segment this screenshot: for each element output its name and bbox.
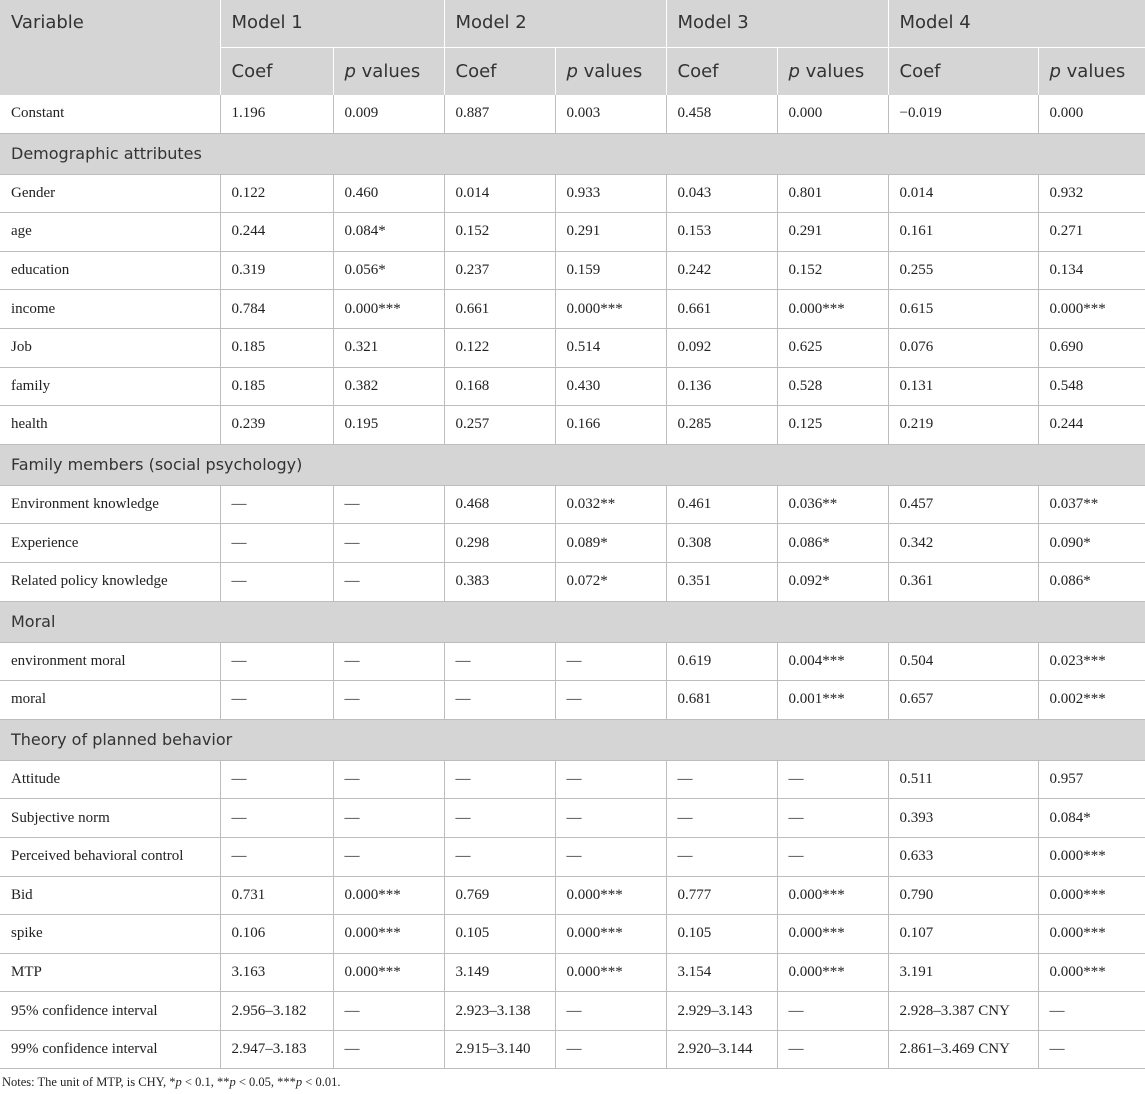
row-label: 95% confidence interval [0, 992, 220, 1031]
coef-cell: 0.168 [444, 367, 555, 406]
coef-cell: 0.122 [220, 174, 333, 213]
section-label: Moral [0, 601, 1145, 642]
coef-cell: 0.131 [888, 367, 1038, 406]
coef-cell: 0.458 [666, 95, 777, 133]
row-label: Gender [0, 174, 220, 213]
p-value-cell: 0.032** [555, 485, 666, 524]
p-value-cell: 0.000*** [777, 953, 888, 992]
table-row [0, 406, 1145, 445]
header-pvalues: p values [333, 47, 444, 95]
coef-cell: 0.784 [220, 290, 333, 329]
coef-cell: 0.615 [888, 290, 1038, 329]
coef-cell: — [444, 642, 555, 681]
header-model-3: Model 3 [666, 0, 888, 47]
p-value-cell: 0.000*** [1038, 290, 1145, 329]
table-row [0, 915, 1145, 954]
p-value-cell: 0.000*** [777, 915, 888, 954]
p-value-cell: 0.089* [555, 524, 666, 563]
p-value-cell: 0.036** [777, 485, 888, 524]
p-value-cell: 0.430 [555, 367, 666, 406]
table-row [0, 681, 1145, 720]
coef-cell: 0.136 [666, 367, 777, 406]
p-value-cell: 0.000 [1038, 95, 1145, 133]
row-label: Environment knowledge [0, 485, 220, 524]
p-value-cell: 0.514 [555, 328, 666, 367]
table-row [0, 95, 1145, 133]
p-value-cell: 0.548 [1038, 367, 1145, 406]
row-label: income [0, 290, 220, 329]
p-value-cell: — [777, 1030, 888, 1069]
row-label: education [0, 251, 220, 290]
header-variable: Variable [0, 0, 220, 47]
coef-cell: 0.731 [220, 876, 333, 915]
row-label: Bid [0, 876, 220, 915]
p-value-cell: 0.625 [777, 328, 888, 367]
p-value-cell: — [555, 799, 666, 838]
row-label: MTP [0, 953, 220, 992]
row-label: Attitude [0, 760, 220, 799]
coef-cell: 0.237 [444, 251, 555, 290]
coef-cell: 0.255 [888, 251, 1038, 290]
coef-cell: 3.149 [444, 953, 555, 992]
coef-cell: 0.790 [888, 876, 1038, 915]
coef-cell: 0.319 [220, 251, 333, 290]
coef-cell: 0.161 [888, 213, 1038, 252]
p-value-cell: — [333, 485, 444, 524]
section-label: Theory of planned behavior [0, 719, 1145, 760]
coef-cell: 0.122 [444, 328, 555, 367]
row-label: Experience [0, 524, 220, 563]
p-value-cell: 0.801 [777, 174, 888, 213]
row-label: Constant [0, 95, 220, 133]
p-value-cell: 0.382 [333, 367, 444, 406]
p-value-cell: 0.933 [555, 174, 666, 213]
table-row [0, 290, 1145, 329]
p-value-cell: — [333, 837, 444, 876]
p-value-cell: 0.000*** [1038, 915, 1145, 954]
coef-cell: — [666, 799, 777, 838]
section-row [0, 719, 1145, 760]
row-label: 99% confidence interval [0, 1030, 220, 1069]
p-value-cell: 0.159 [555, 251, 666, 290]
header-model-4: Model 4 [888, 0, 1145, 47]
row-label: moral [0, 681, 220, 720]
p-value-cell: 0.321 [333, 328, 444, 367]
p-value-cell: 0.244 [1038, 406, 1145, 445]
p-value-cell: 0.000*** [333, 915, 444, 954]
coef-cell: 0.681 [666, 681, 777, 720]
section-row [0, 444, 1145, 485]
coef-cell: — [220, 562, 333, 601]
table-row [0, 524, 1145, 563]
coef-cell: 0.076 [888, 328, 1038, 367]
p-value-cell: 0.003 [555, 95, 666, 133]
coef-cell: 0.185 [220, 367, 333, 406]
coef-cell: — [444, 760, 555, 799]
p-value-cell: 0.000*** [333, 290, 444, 329]
table-row [0, 799, 1145, 838]
coef-cell: 2.861–3.469 CNY [888, 1030, 1038, 1069]
coef-cell: 0.393 [888, 799, 1038, 838]
coef-cell: 0.769 [444, 876, 555, 915]
p-value-cell: — [333, 799, 444, 838]
coef-cell: 0.633 [888, 837, 1038, 876]
coef-cell: 0.657 [888, 681, 1038, 720]
coef-cell: 0.777 [666, 876, 777, 915]
coef-cell: 0.014 [888, 174, 1038, 213]
coef-cell: 0.457 [888, 485, 1038, 524]
header-pvalues: p values [555, 47, 666, 95]
p-value-cell: 0.152 [777, 251, 888, 290]
coef-cell: −0.019 [888, 95, 1038, 133]
p-value-cell: — [555, 1030, 666, 1069]
row-label: environment moral [0, 642, 220, 681]
coef-cell: 0.887 [444, 95, 555, 133]
coef-cell: 1.196 [220, 95, 333, 133]
coef-cell: — [220, 485, 333, 524]
coef-cell: — [220, 837, 333, 876]
section-row [0, 601, 1145, 642]
header-coef: Coef [444, 47, 555, 95]
coef-cell: 0.105 [666, 915, 777, 954]
p-value-cell: 0.166 [555, 406, 666, 445]
p-value-cell: 0.125 [777, 406, 888, 445]
coef-cell: 0.383 [444, 562, 555, 601]
p-value-cell: 0.084* [333, 213, 444, 252]
coef-cell: 0.014 [444, 174, 555, 213]
p-value-cell: — [777, 760, 888, 799]
coef-cell: 0.619 [666, 642, 777, 681]
p-value-cell: 0.090* [1038, 524, 1145, 563]
table-row [0, 562, 1145, 601]
coef-cell: 2.920–3.144 [666, 1030, 777, 1069]
p-value-cell: 0.000*** [777, 290, 888, 329]
header-pvalues: p values [1038, 47, 1145, 95]
table-row [0, 328, 1145, 367]
table-row [0, 760, 1145, 799]
p-value-cell: 0.084* [1038, 799, 1145, 838]
table-header [0, 0, 1145, 95]
p-value-cell: 0.000*** [1038, 953, 1145, 992]
coef-cell: 3.154 [666, 953, 777, 992]
coef-cell: 3.163 [220, 953, 333, 992]
p-value-cell: 0.056* [333, 251, 444, 290]
coef-cell: 2.929–3.143 [666, 992, 777, 1031]
coef-cell: — [666, 837, 777, 876]
p-value-cell: 0.000*** [1038, 876, 1145, 915]
coef-cell: 2.956–3.182 [220, 992, 333, 1031]
coef-cell: 0.351 [666, 562, 777, 601]
p-value-cell: 0.000 [777, 95, 888, 133]
table-row [0, 837, 1145, 876]
p-value-cell: — [333, 760, 444, 799]
coef-cell: 0.107 [888, 915, 1038, 954]
header-pvalues: p values [777, 47, 888, 95]
p-value-cell: — [777, 837, 888, 876]
p-value-cell: 0.002*** [1038, 681, 1145, 720]
p-value-cell: 0.000*** [333, 876, 444, 915]
row-label: Subjective norm [0, 799, 220, 838]
coef-cell: 0.257 [444, 406, 555, 445]
coef-cell: 0.661 [444, 290, 555, 329]
section-label: Family members (social psychology) [0, 444, 1145, 485]
coef-cell: — [666, 760, 777, 799]
p-value-cell: 0.086* [1038, 562, 1145, 601]
coef-cell: 2.923–3.138 [444, 992, 555, 1031]
p-value-cell: 0.004*** [777, 642, 888, 681]
p-value-cell: 0.001*** [777, 681, 888, 720]
row-label: age [0, 213, 220, 252]
coef-cell: 2.947–3.183 [220, 1030, 333, 1069]
table-row [0, 213, 1145, 252]
p-value-cell: 0.009 [333, 95, 444, 133]
header-coef: Coef [220, 47, 333, 95]
coef-cell: — [220, 642, 333, 681]
header-model-2: Model 2 [444, 0, 666, 47]
coef-cell: 0.361 [888, 562, 1038, 601]
p-value-cell: 0.000*** [555, 915, 666, 954]
coef-cell: 2.915–3.140 [444, 1030, 555, 1069]
p-value-cell: 0.000*** [555, 876, 666, 915]
p-value-cell: 0.932 [1038, 174, 1145, 213]
coef-cell: 0.043 [666, 174, 777, 213]
p-value-cell: 0.134 [1038, 251, 1145, 290]
p-value-cell: 0.086* [777, 524, 888, 563]
table-row [0, 367, 1145, 406]
coef-cell: 0.285 [666, 406, 777, 445]
p-value-cell: — [333, 681, 444, 720]
coef-cell: 2.928–3.387 CNY [888, 992, 1038, 1031]
coef-cell: 0.153 [666, 213, 777, 252]
p-value-cell: 0.000*** [555, 953, 666, 992]
coef-cell: 0.152 [444, 213, 555, 252]
coef-cell: — [220, 524, 333, 563]
table-body [0, 95, 1145, 1069]
row-label: Job [0, 328, 220, 367]
coef-cell: — [220, 760, 333, 799]
coef-cell: 3.191 [888, 953, 1038, 992]
coef-cell: — [444, 837, 555, 876]
section-label: Demographic attributes [0, 133, 1145, 174]
row-label: Related policy knowledge [0, 562, 220, 601]
coef-cell: 0.342 [888, 524, 1038, 563]
header-blank [0, 47, 220, 95]
table-row [0, 251, 1145, 290]
p-value-cell: 0.195 [333, 406, 444, 445]
row-label: family [0, 367, 220, 406]
p-value-cell: 0.092* [777, 562, 888, 601]
coef-cell: 0.242 [666, 251, 777, 290]
coef-cell: 0.298 [444, 524, 555, 563]
header-coef: Coef [666, 47, 777, 95]
coef-cell: 0.511 [888, 760, 1038, 799]
p-value-cell: 0.000*** [777, 876, 888, 915]
coef-cell: 0.308 [666, 524, 777, 563]
coef-cell: — [444, 681, 555, 720]
table-row [0, 174, 1145, 213]
coef-cell: 0.185 [220, 328, 333, 367]
table-notes: Notes: The unit of MTP, is CHY, *p < 0.1, **p < 0.05, ***p < 0.01. [2, 1075, 341, 1089]
coef-cell: — [220, 799, 333, 838]
coef-cell: 0.239 [220, 406, 333, 445]
header-model-1: Model 1 [220, 0, 444, 47]
p-value-cell: 0.000*** [1038, 837, 1145, 876]
coef-cell: 0.092 [666, 328, 777, 367]
coef-cell: 0.468 [444, 485, 555, 524]
p-value-cell: — [333, 562, 444, 601]
p-value-cell: 0.037** [1038, 485, 1145, 524]
p-value-cell: 0.072* [555, 562, 666, 601]
p-value-cell: — [555, 837, 666, 876]
coef-cell: 0.105 [444, 915, 555, 954]
row-label: Perceived behavioral control [0, 837, 220, 876]
p-value-cell: 0.000*** [555, 290, 666, 329]
p-value-cell: — [1038, 1030, 1145, 1069]
coef-cell: — [220, 681, 333, 720]
p-value-cell: 0.291 [777, 213, 888, 252]
row-label: health [0, 406, 220, 445]
coef-cell: 0.461 [666, 485, 777, 524]
p-value-cell: — [555, 992, 666, 1031]
header-coef: Coef [888, 47, 1038, 95]
coef-cell: 0.106 [220, 915, 333, 954]
section-row [0, 133, 1145, 174]
table-row [0, 642, 1145, 681]
coef-cell: 0.504 [888, 642, 1038, 681]
p-value-cell: — [333, 1030, 444, 1069]
p-value-cell: 0.460 [333, 174, 444, 213]
coef-cell: — [444, 799, 555, 838]
p-value-cell: — [555, 760, 666, 799]
table-row [0, 953, 1145, 992]
table-row [0, 876, 1145, 915]
p-value-cell: — [333, 524, 444, 563]
p-value-cell: — [777, 799, 888, 838]
p-value-cell: 0.690 [1038, 328, 1145, 367]
p-value-cell: — [333, 642, 444, 681]
p-value-cell: — [555, 681, 666, 720]
p-value-cell: — [555, 642, 666, 681]
coef-cell: 0.244 [220, 213, 333, 252]
coef-cell: 0.661 [666, 290, 777, 329]
p-value-cell: — [1038, 992, 1145, 1031]
row-label: spike [0, 915, 220, 954]
p-value-cell: — [333, 992, 444, 1031]
table-row [0, 485, 1145, 524]
p-value-cell: 0.271 [1038, 213, 1145, 252]
p-value-cell: 0.291 [555, 213, 666, 252]
p-value-cell: 0.000*** [333, 953, 444, 992]
p-value-cell: 0.957 [1038, 760, 1145, 799]
coef-cell: 0.219 [888, 406, 1038, 445]
p-value-cell: 0.528 [777, 367, 888, 406]
p-value-cell: 0.023*** [1038, 642, 1145, 681]
p-value-cell: — [777, 992, 888, 1031]
table-row [0, 1030, 1145, 1069]
table-row [0, 992, 1145, 1031]
